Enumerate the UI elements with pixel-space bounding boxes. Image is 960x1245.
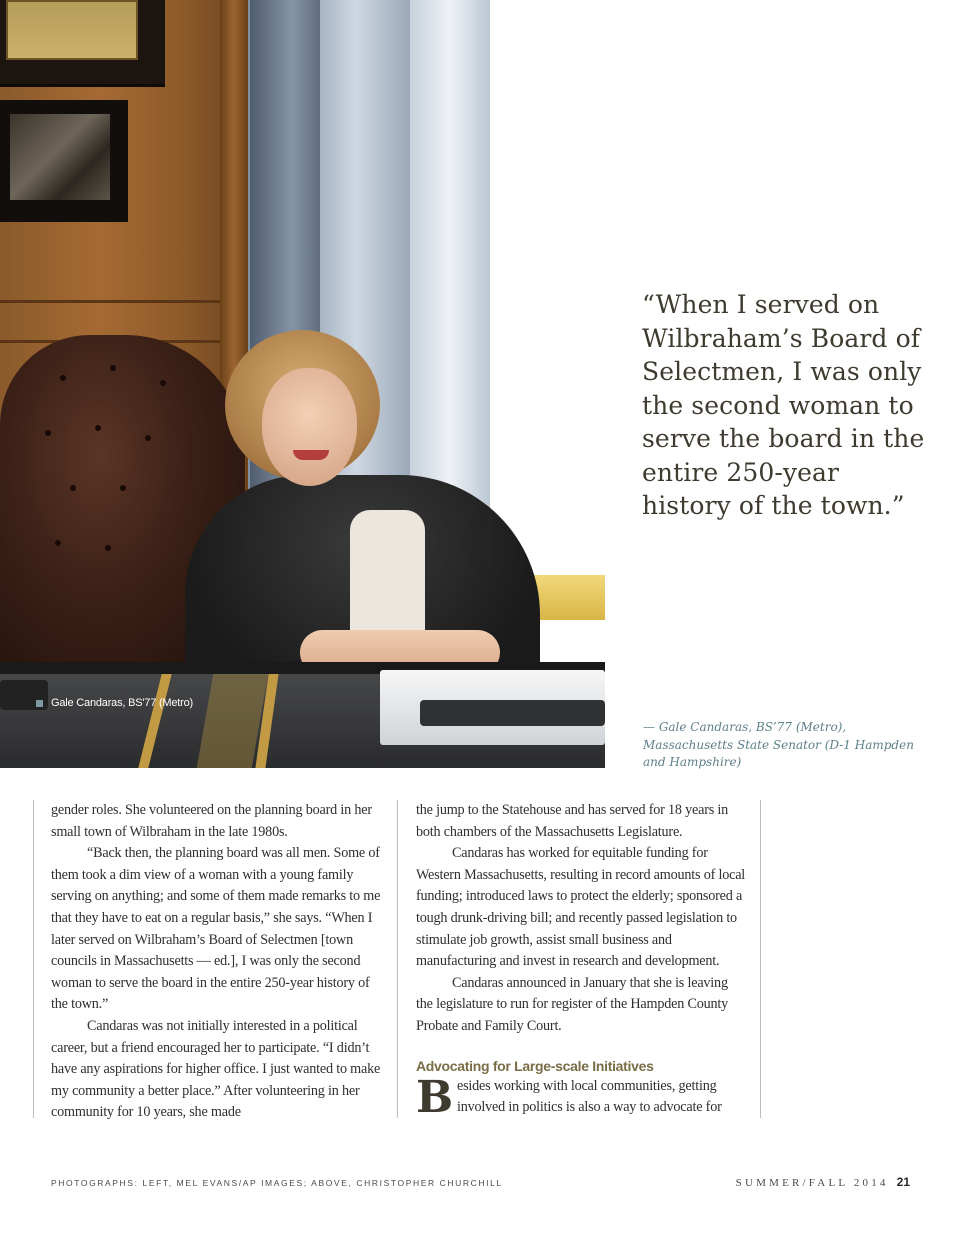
article-column-left [51, 800, 381, 1124]
section-subhead: Advocating for Large-scale Initiatives [416, 1057, 654, 1074]
paragraph: “Back then, the planning board was all men. Some of them took a dim view of a woman with a young family serving on anything; and some of them made remarks to me that they have to eat on a regular basis,” she says. “When I later served on Wilbraham’s Board of Selectmen [town councils in Massachusetts — ed.], I was only the second woman to serve the board in the entire 250-year history of the town.” [51, 845, 381, 1013]
person-face [262, 368, 357, 486]
column-rule [760, 800, 761, 1118]
pull-quote-attribution: — Gale Candaras, BS’77 (Metro), Massachusetts State Senator (D-1 Hampden and Hampshire) [643, 720, 914, 769]
photo-credit: PHOTOGRAPHS: LEFT, MEL EVANS/AP IMAGES; ABOVE, CHRISTOPHER CHURCHILL [51, 1178, 503, 1188]
desk-keyboard [420, 700, 605, 726]
portrait-photo [0, 0, 605, 768]
page-number: 21 [896, 1175, 910, 1189]
column-rule [33, 800, 34, 1118]
paragraph: Candaras was not initially interested in a political career, but a friend encouraged her to participate. “I didn’t have any aspirations for higher office. I just wanted to make my community a better place.” After volunteering in her community for 10 years, she made [51, 1017, 381, 1121]
photo-caption [36, 697, 193, 709]
caption-marker-icon [36, 700, 43, 707]
issue-label: SUMMER/FALL 2014 [735, 1177, 889, 1189]
paragraph: Candaras has worked for equitable funding for Western Massachusetts, resulting in record amounts of local funding; introduced laws to protect the elderly; sponsored a tough drunk-driving bill; and recently passed legislation to stimulate job growth, assist small business and manufacturing and invest in research and development. [416, 845, 746, 970]
curtain [410, 0, 490, 520]
article-column-right [416, 800, 746, 1123]
paragraph: Candaras announced in January that she is leaving the legislature to run for register of the Hampden County Probate and Family Court. [416, 974, 729, 1034]
dropcap-paragraph [416, 1071, 746, 1123]
drop-cap: B [416, 1071, 453, 1123]
dropcap-paragraph-text: esides working with local communities, getting involved in politics is also a way to advocate for [457, 1077, 722, 1116]
paragraph: gender roles. She volunteered on the planning board in her small town of Wilbraham in the late 1980s. [51, 802, 372, 840]
pull-quote: “When I served on Wilbraham’s Board of Selectmen, I was only the second woman to serve the board in the entire 250-year history of the town.” [642, 290, 925, 520]
folio [736, 1175, 910, 1189]
blouse [350, 510, 425, 640]
wall-trim [0, 300, 245, 303]
framed-certificate [0, 0, 165, 87]
framed-photo [0, 100, 128, 222]
paragraph: the jump to the Statehouse and has served for 18 years in both chambers of the Massachusetts Legislature. [416, 802, 729, 840]
column-rule [397, 800, 398, 1118]
person-smile [293, 450, 329, 460]
photo-caption-text: Gale Candaras, BS'77 (Metro) [51, 697, 194, 709]
